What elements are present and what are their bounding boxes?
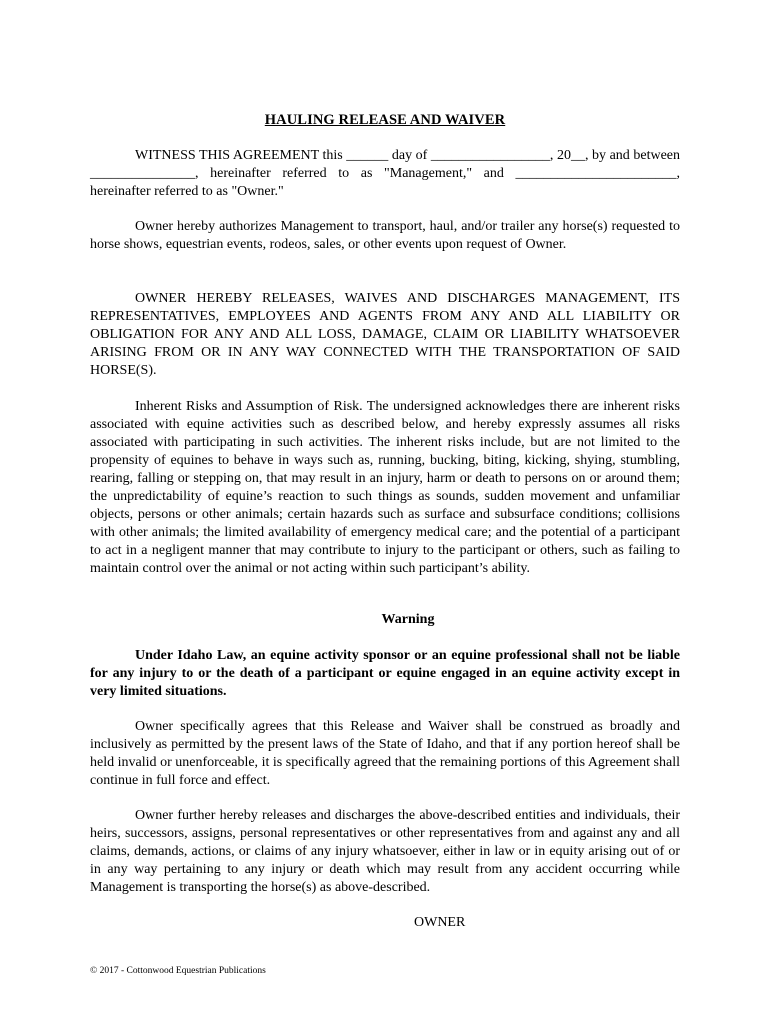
document-title: HAULING RELEASE AND WAIVER	[264, 112, 506, 128]
owner-signature-label: OWNER	[414, 915, 466, 930]
warning-heading: Warning	[381, 612, 435, 627]
copyright-footer: © 2017 - Cottonwood Equestrian Publications	[90, 966, 266, 976]
authorization-paragraph: Owner hereby authorizes Management to transport, haul, and/or trailer any horse(s) requested to horse shows, equestrian events, rodeos, sales, or other events upon request of Owner.	[90, 219, 680, 252]
inherent-risks-paragraph: Inherent Risks and Assumption of Risk. The undersigned acknowledges there are inherent risks associated with equine activities such as described below, and hereby expressly assumes all risks associated with participating in such activities. The inherent risks include, but are not limited to the propensity of equines to behave in ways such as, running, bucking, biting, kicking, shying, stumbling, rearing, falling or stepping on, that may result in an injury, harm or death to persons on or around them; the unpredictability of equine’s reaction to such things as sounds, sudden movement and unfamiliar objects, persons or other animals; certain hazards such as surface and subsurface conditions; collisions with other animals; the limited availability of emergency medical care; and the potential of a participant to act in a negligent manner that may contribute to injury to the participant or others, such as failing to maintain control over the animal or not acting within such participant’s ability.	[90, 399, 680, 576]
release-paragraph: OWNER HEREBY RELEASES, WAIVES AND DISCHARGES MANAGEMENT, ITS REPRESENTATIVES, EMPLOYEES AND AGENTS FROM ANY AND ALL LIABILITY OR OBLIGATION FOR ANY AND ALL LOSS, DAMAGE, CLAIM OR LIABILITY WHATSOEVER ARISING FROM OR IN ANY WAY CONNECTED WITH THE TRANSPORTATION OF SAID HORSE(S).	[90, 291, 680, 378]
construction-paragraph: Owner specifically agrees that this Release and Waiver shall be construed as broadly and inclusively as permitted by the present laws of the State of Idaho, and that if any portion hereof shall be held invalid or unenforceable, it is specifically agreed that the remaining portions of this Agreement shall continue in full force and effect.	[90, 719, 680, 788]
warning-paragraph: Under Idaho Law, an equine activity sponsor or an equine professional shall not be liable for any injury to or the death of a participant or equine engaged in an equine activity except in very limited situations.	[90, 648, 680, 699]
intro-paragraph: WITNESS THIS AGREEMENT this ______ day of _________________, 20__, by and between _______________, hereinafter referred to as "Management," and _______________________, hereinafter referred to as "Owner."	[90, 148, 680, 199]
further-release-paragraph: Owner further hereby releases and discharges the above-described entities and individuals, their heirs, successors, assigns, personal representatives or other representatives from and against any and all claims, demands, actions, or claims of any injury whatsoever, either in law or in equity arising out of or in any way pertaining to any injury or death which may result from any accident occurring while Management is transporting the horse(s) as above-described.	[90, 808, 680, 895]
